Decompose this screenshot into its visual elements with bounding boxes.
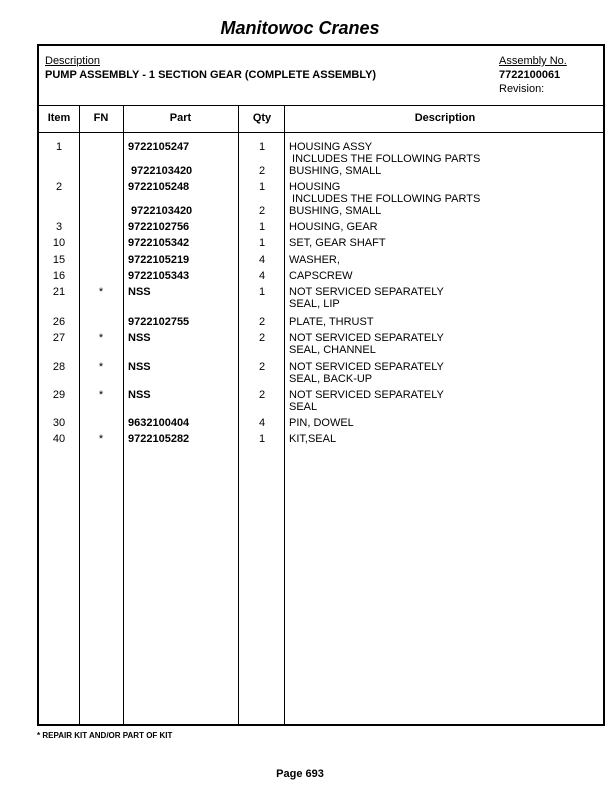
description-line: NOT SERVICED SEPARATELY: [289, 286, 444, 298]
part-number: NSS: [128, 332, 151, 344]
description-line: SET, GEAR SHAFT: [289, 237, 386, 249]
column-divider: [123, 105, 124, 724]
assembly-description: PUMP ASSEMBLY - 1 SECTION GEAR (COMPLETE ASSEMBLY): [45, 69, 377, 81]
column-header-part: Part: [169, 112, 192, 124]
description-line: SEAL, LIP: [289, 298, 340, 310]
item-number: 40: [52, 433, 66, 445]
item-number: 30: [52, 417, 66, 429]
description-line: INCLUDES THE FOLLOWING PARTS: [289, 193, 481, 205]
part-description: [289, 270, 353, 282]
part-description: [289, 361, 444, 385]
description-line: HOUSING: [289, 181, 341, 193]
part-description: [289, 286, 444, 310]
description-line: BUSHING, SMALL: [289, 165, 382, 177]
part-description: [289, 221, 378, 233]
part-description: [289, 316, 374, 328]
quantity: 4: [258, 417, 266, 429]
quantity: 4: [258, 270, 266, 282]
fn-marker: *: [98, 389, 104, 401]
item-number: 15: [52, 254, 66, 266]
part-number: 9722102756: [128, 221, 190, 233]
parts-table-frame: [37, 44, 605, 726]
description-line: NOT SERVICED SEPARATELY: [289, 332, 444, 344]
part-description: [289, 332, 444, 356]
quantity: 1: [258, 433, 266, 445]
quantity: 1: [258, 181, 266, 193]
item-number: 28: [52, 361, 66, 373]
part-number: 9722105343: [128, 270, 190, 282]
item-number: 3: [55, 221, 63, 233]
part-description: [289, 181, 480, 205]
column-divider: [79, 105, 80, 724]
fn-marker: *: [98, 332, 104, 344]
column-divider: [238, 105, 239, 724]
description-line: CAPSCREW: [289, 270, 353, 282]
part-description: [289, 254, 340, 266]
item-number: 1: [55, 141, 63, 153]
quantity: 2: [258, 361, 266, 373]
fn-marker: *: [98, 433, 104, 445]
column-header-item: Item: [47, 112, 71, 124]
description-line: NOT SERVICED SEPARATELY: [289, 389, 444, 401]
description-line: PIN, DOWEL: [289, 417, 354, 429]
quantity: 2: [258, 165, 266, 177]
quantity: 1: [258, 141, 266, 153]
part-number: 9632100404: [128, 417, 190, 429]
quantity: 2: [258, 332, 266, 344]
part-description: [289, 141, 480, 165]
item-number: 29: [52, 389, 66, 401]
quantity: 2: [258, 205, 266, 217]
description-line: BUSHING, SMALL: [289, 205, 382, 217]
description-line: KIT,SEAL: [289, 433, 337, 445]
part-number: 9722105342: [128, 237, 190, 249]
part-description: [289, 433, 336, 445]
item-number: 26: [52, 316, 66, 328]
item-number: 16: [52, 270, 66, 282]
part-description: [289, 237, 386, 249]
description-line: HOUSING ASSY: [289, 141, 373, 153]
fn-marker: *: [98, 361, 104, 373]
revision-label: Revision:: [499, 83, 545, 95]
column-header-description: Description: [414, 112, 476, 124]
quantity: 1: [258, 221, 266, 233]
fn-marker: *: [98, 286, 104, 298]
description-line: WASHER,: [289, 254, 340, 266]
column-divider: [284, 105, 285, 724]
assembly-number-label: Assembly No.: [499, 55, 567, 67]
description-line: NOT SERVICED SEPARATELY: [289, 361, 444, 373]
quantity: 4: [258, 254, 266, 266]
part-number: NSS: [128, 389, 151, 401]
description-line: INCLUDES THE FOLLOWING PARTS: [289, 153, 481, 165]
item-number: 27: [52, 332, 66, 344]
item-number: 10: [52, 237, 66, 249]
part-description: [289, 165, 381, 177]
quantity: 1: [258, 237, 266, 249]
part-description: [289, 205, 381, 217]
assembly-header: [39, 46, 603, 106]
assembly-number: 7722100061: [499, 69, 561, 81]
part-number: 9722105248: [128, 181, 190, 193]
column-header-fn: FN: [93, 112, 109, 124]
description-line: SEAL, CHANNEL: [289, 344, 376, 356]
part-number: NSS: [128, 361, 151, 373]
description-label: Description: [45, 55, 101, 67]
quantity: 1: [258, 286, 266, 298]
footnote: * REPAIR KIT AND/OR PART OF KIT: [37, 731, 173, 740]
part-description: [289, 389, 444, 413]
part-number: 9722103420: [131, 205, 193, 217]
page-number: Page 693: [276, 768, 324, 780]
description-line: PLATE, THRUST: [289, 316, 374, 328]
part-number: 9722105219: [128, 254, 190, 266]
part-number: NSS: [128, 286, 151, 298]
column-header-qty: Qty: [252, 112, 272, 124]
item-number: 2: [55, 181, 63, 193]
quantity: 2: [258, 316, 266, 328]
description-line: SEAL: [289, 401, 318, 413]
description-line: HOUSING, GEAR: [289, 221, 378, 233]
quantity: 2: [258, 389, 266, 401]
part-description: [289, 417, 354, 429]
part-number: 9722105282: [128, 433, 190, 445]
item-number: 21: [52, 286, 66, 298]
description-line: SEAL, BACK-UP: [289, 373, 373, 385]
page-title: Manitowoc Cranes: [220, 18, 380, 38]
part-number: 9722103420: [131, 165, 193, 177]
part-number: 9722102755: [128, 316, 190, 328]
part-number: 9722105247: [128, 141, 190, 153]
